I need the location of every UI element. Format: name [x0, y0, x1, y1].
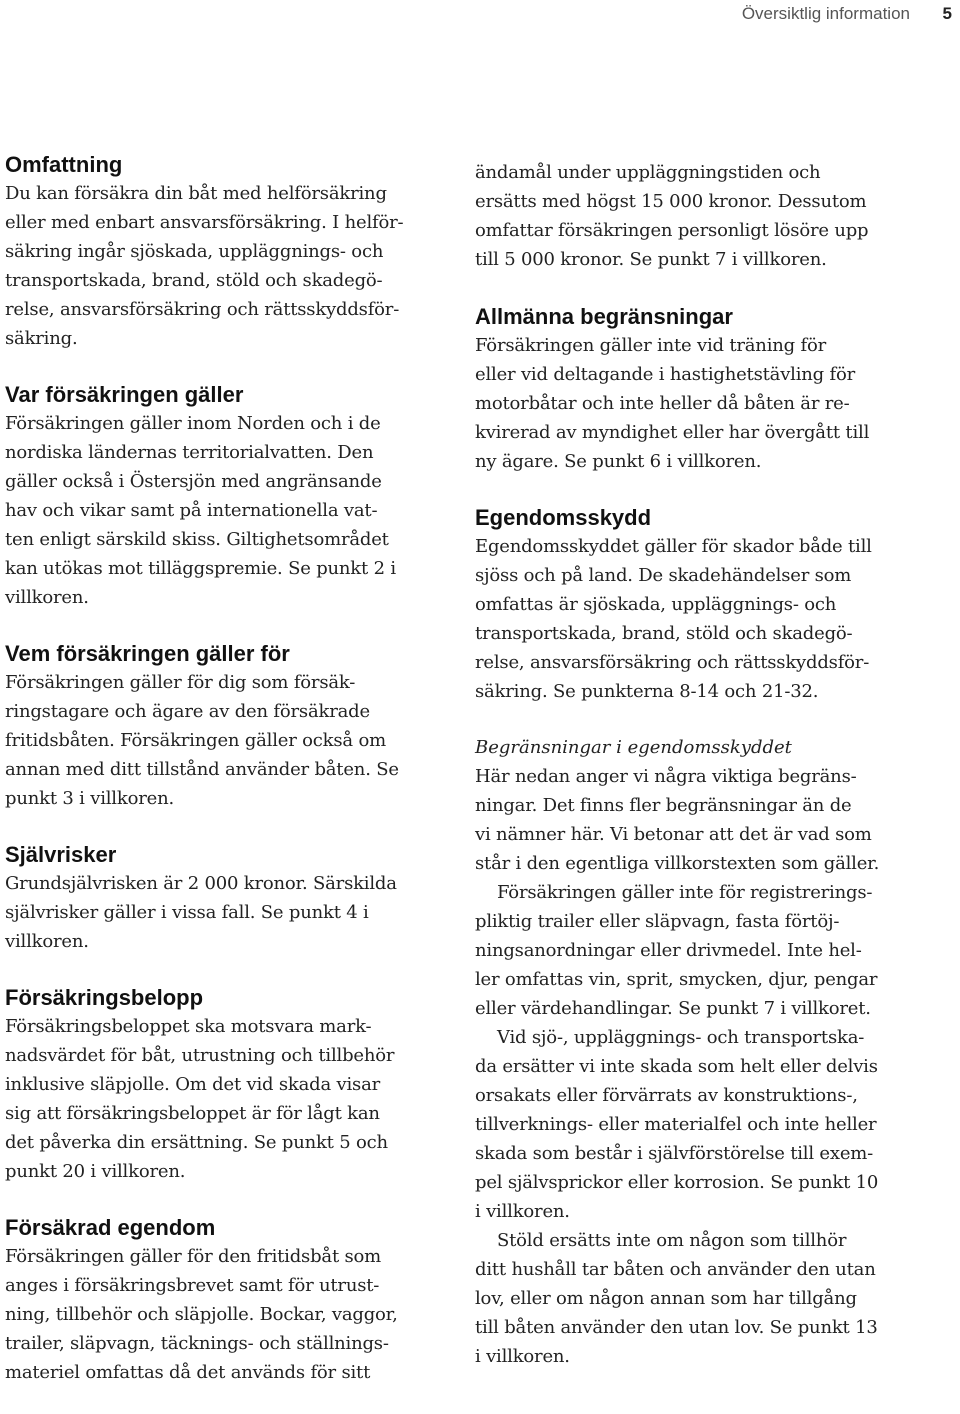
section-omfattning [5, 150, 445, 353]
left-column [5, 150, 445, 1414]
section-var [5, 380, 445, 612]
section-heading: Försäkringsbelopp [5, 985, 204, 1010]
section-body: Du kan försäkra din båt med helförsäkring eller med enbart ansvarsförsäkring. I helför- säkring ingår sjöskada, uppläggnings- och transportskada, brand, stöld och skadegö- relse, ansvarsförsäkring och rättsskyddsför- säkring. [5, 183, 404, 349]
section-sjalvrisker [5, 840, 445, 956]
paragraph: Här nedan anger vi några viktiga begräns- ningar. Det finns fler begränsningar än de vi nämner här. Vi betonar att det är vad som står i den egentliga villkorstexten som gäller. [475, 766, 880, 874]
section-heading: Självrisker [5, 842, 117, 867]
section-body: Försäkringen gäller för den fritidsbåt som anges i försäkringsbrevet samt för utrust- ning, tillbehör och släpjolle. Bockar, vaggor, trailer, släpvagn, täcknings- och ställnings- materiel omfattas då det används för sitt [5, 1246, 398, 1383]
page-header [0, 0, 960, 30]
running-header-title: Översiktlig information [741, 4, 910, 23]
continuation-text: ändamål under uppläggningstiden och ersätts med högst 15 000 kronor. Dessutom omfattar försäkringen personligt lösöre upp till 5 000 kronor. Se punkt 7 i villkoren. [475, 162, 869, 270]
section-heading: Omfattning [5, 152, 123, 177]
section-belopp [5, 983, 445, 1186]
section-heading: Allmänna begränsningar [475, 304, 733, 329]
section-body: Försäkringen gäller inom Norden och i de nordiska ländernas territorialvatten. Den gäller också i Östersjön med angränsande hav och vikar samt på internationella vat- ten enligt särskild skiss. Giltighetsområdet kan utökas mot tilläggspremie. Se punkt 2 i villkoren. [5, 413, 396, 608]
paragraph: Vid sjö-, uppläggnings- och transportska- da ersätter vi inte skada som helt eller delvis orsakats eller förvärrats av konstruktions-, tillverknings- eller materialfel och inte heller skada som består i självförstörelse till exem- pel självsprickor eller korrosion. Se punkt 10 i villkoren. [475, 1027, 879, 1222]
section-heading: Vem försäkringen gäller för [5, 641, 290, 666]
section-heading: Försäkrad egendom [5, 1215, 216, 1240]
paragraph: Stöld ersätts inte om någon som tillhör ditt hushåll tar båten och använder den utan lov, eller om någon annan som har tillgång till båten använder den utan lov. Se punkt 13 i villkoren. [475, 1230, 878, 1367]
paragraph: Försäkringen gäller inte för registrerings- pliktig trailer eller släpvagn, fasta förtöj- ningsanordningar eller drivmedel. Inte hel- ler omfattas vin, sprit, smycken, djur, pengar eller värdehandlingar. Se punkt 7 i villkoret. [475, 882, 878, 1019]
section-body: Försäkringen gäller inte vid träning för eller vid deltagande i hastighetstävling för motorbåtar och inte heller då båten är re- kvirerad av myndighet eller har övergått till ny ägare. Se punkt 6 i villkoren. [475, 335, 870, 472]
section-vem [5, 639, 445, 813]
section-egendom [5, 1213, 445, 1387]
section-body: Försäkringsbeloppet ska motsvara mark- nadsvärdet för båt, utrustning och tillbehör inklusive släpjolle. Om det vid skada visar sig att försäkringsbeloppet är för lågt kan det påverka din ersättning. Se punkt 5 och punkt 20 i villkoren. [5, 1016, 395, 1182]
page-number: 5 [942, 4, 952, 23]
right-column [475, 158, 920, 1371]
section-body: Försäkringen gäller för dig som försäk- ringstagare och ägare av den försäkrade fritidsbåten. Försäkringen gäller också om annan med ditt tillstånd använder båten. Se punkt 3 i villkoren. [5, 672, 399, 809]
section-body: Grundsjälvrisken är 2 000 kronor. Särskilda självrisker gäller i vissa fall. Se punkt 4 i villkoren. [5, 873, 397, 952]
section-heading: Var försäkringen gäller [5, 382, 244, 407]
section-heading: Egendomsskydd [475, 505, 652, 530]
section-egendomsskydd [475, 503, 920, 706]
section-body: Egendomsskyddet gäller för skador både till sjöss och på land. De skadehändelser som omfattas är sjöskada, uppläggnings- och transportskada, brand, stöld och skadegö- relse, ansvarsförsäkring och rättsskyddsför- säkring. Se punkterna 8-14 och 21-32. [475, 536, 872, 702]
subsection-heading: Begränsningar i egendomsskyddet [475, 737, 792, 758]
section-allmanna [475, 302, 920, 476]
section-begransningar [475, 733, 920, 1371]
